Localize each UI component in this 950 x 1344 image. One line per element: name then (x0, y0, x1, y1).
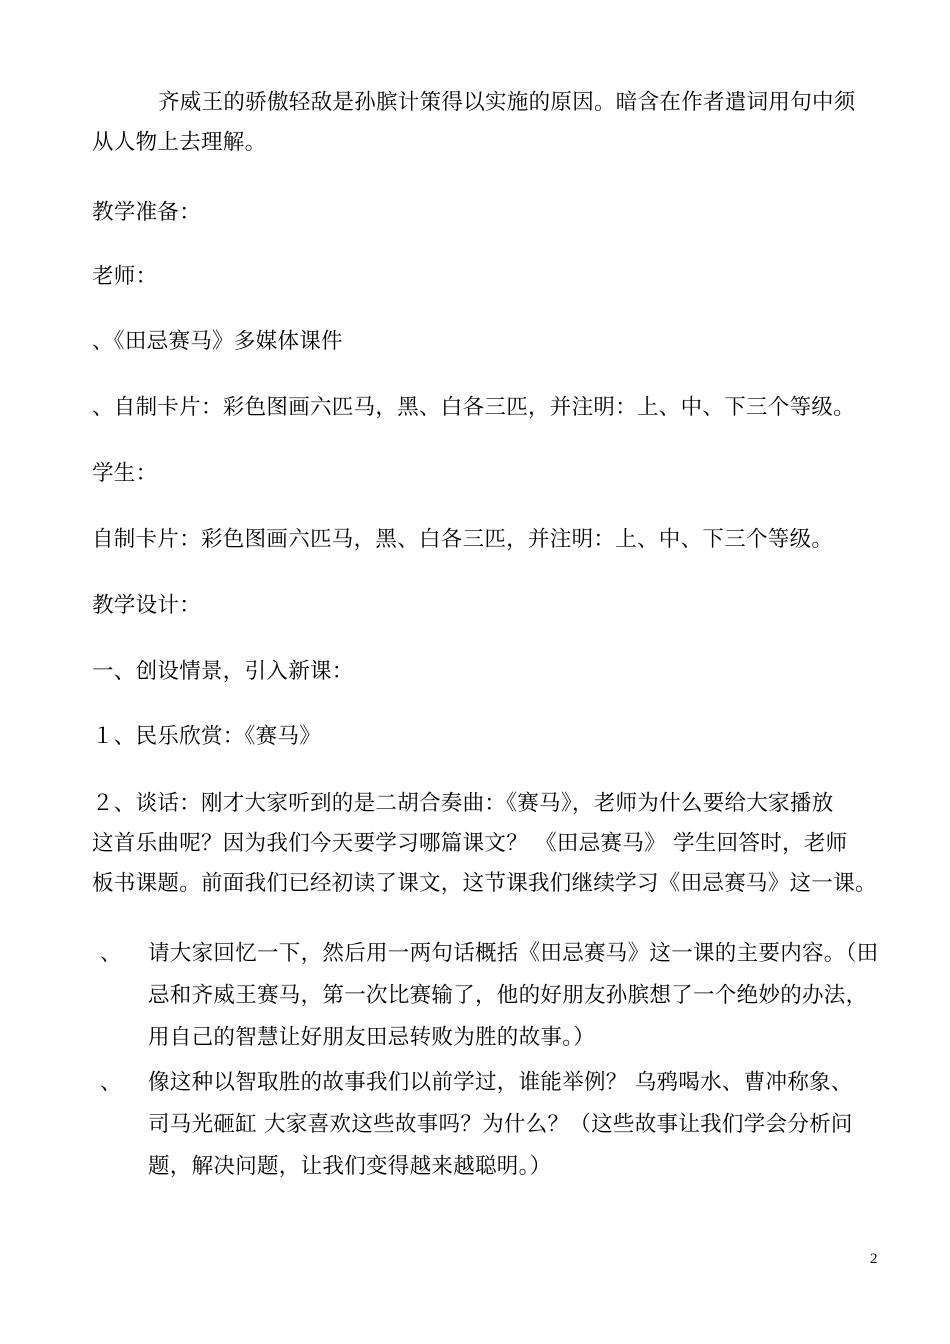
list-item-1-line-1: 请大家回忆一下，然后用一两句话概括《田忌赛马》这一课的主要内容。（田 (148, 941, 879, 966)
list-item-2-line-1: 像这种以智取胜的故事我们以前学过，谁能举例？ 乌鸦喝水、曹冲称象、 (148, 1070, 853, 1095)
intro-line-1: 齐威王的骄傲轻敌是孙膑计策得以实施的原因。暗含在作者遣词用句中须 (158, 90, 856, 115)
teacher-item-2: 、自制卡片：彩色图画六匹马，黑、白各三匹，并注明：上、中、下三个等级。 (92, 395, 856, 420)
list-item-1-marker: 、 (100, 941, 122, 966)
teacher-item-1: 、《田忌赛马》多媒体课件 (92, 329, 343, 354)
step-2-line-1: ２、谈话：刚才大家听到的是二胡合奏曲：《赛马》，老师为什么要给大家播放 (92, 791, 834, 816)
list-item-2-marker: 、 (100, 1070, 122, 1095)
step-1: １、民乐欣赏：《赛马》 (92, 724, 322, 749)
step-2-line-3: 板书课题。前面我们已经初读了课文，这节课我们继续学习《田忌赛马》这一课。 (92, 871, 877, 896)
teaching-preparation-heading: 教学准备： (92, 200, 202, 225)
section-1-heading: 一、创设情景，引入新课： (92, 659, 354, 684)
step-2-line-2: 这首乐曲呢？因为我们今天要学习哪篇课文？ 《田忌赛马》 学生回答时，老师 (92, 831, 848, 856)
intro-line-2: 从人物上去理解。 (92, 130, 267, 155)
student-heading: 学生： (92, 461, 158, 486)
page-number: 2 (870, 1251, 878, 1267)
student-item: 自制卡片：彩色图画六匹马，黑、白各三匹，并注明：上、中、下三个等级。 (92, 527, 834, 552)
list-item-2-line-2: 司马光砸缸 大家喜欢这些故事吗？为什么？（这些故事让我们学会分析问 (148, 1112, 853, 1137)
teacher-heading: 老师： (92, 264, 158, 289)
list-item-1-line-3: 用自己的智慧让好朋友田忌转败为胜的故事。） (148, 1025, 596, 1050)
list-item-1-line-2: 忌和齐威王赛马，第一次比赛输了，他的好朋友孙膑想了一个绝妙的办法， (148, 983, 868, 1008)
list-item-2-line-3: 题，解决问题，让我们变得越来越聪明。） (148, 1154, 552, 1179)
teaching-design-heading: 教学设计： (92, 593, 202, 618)
